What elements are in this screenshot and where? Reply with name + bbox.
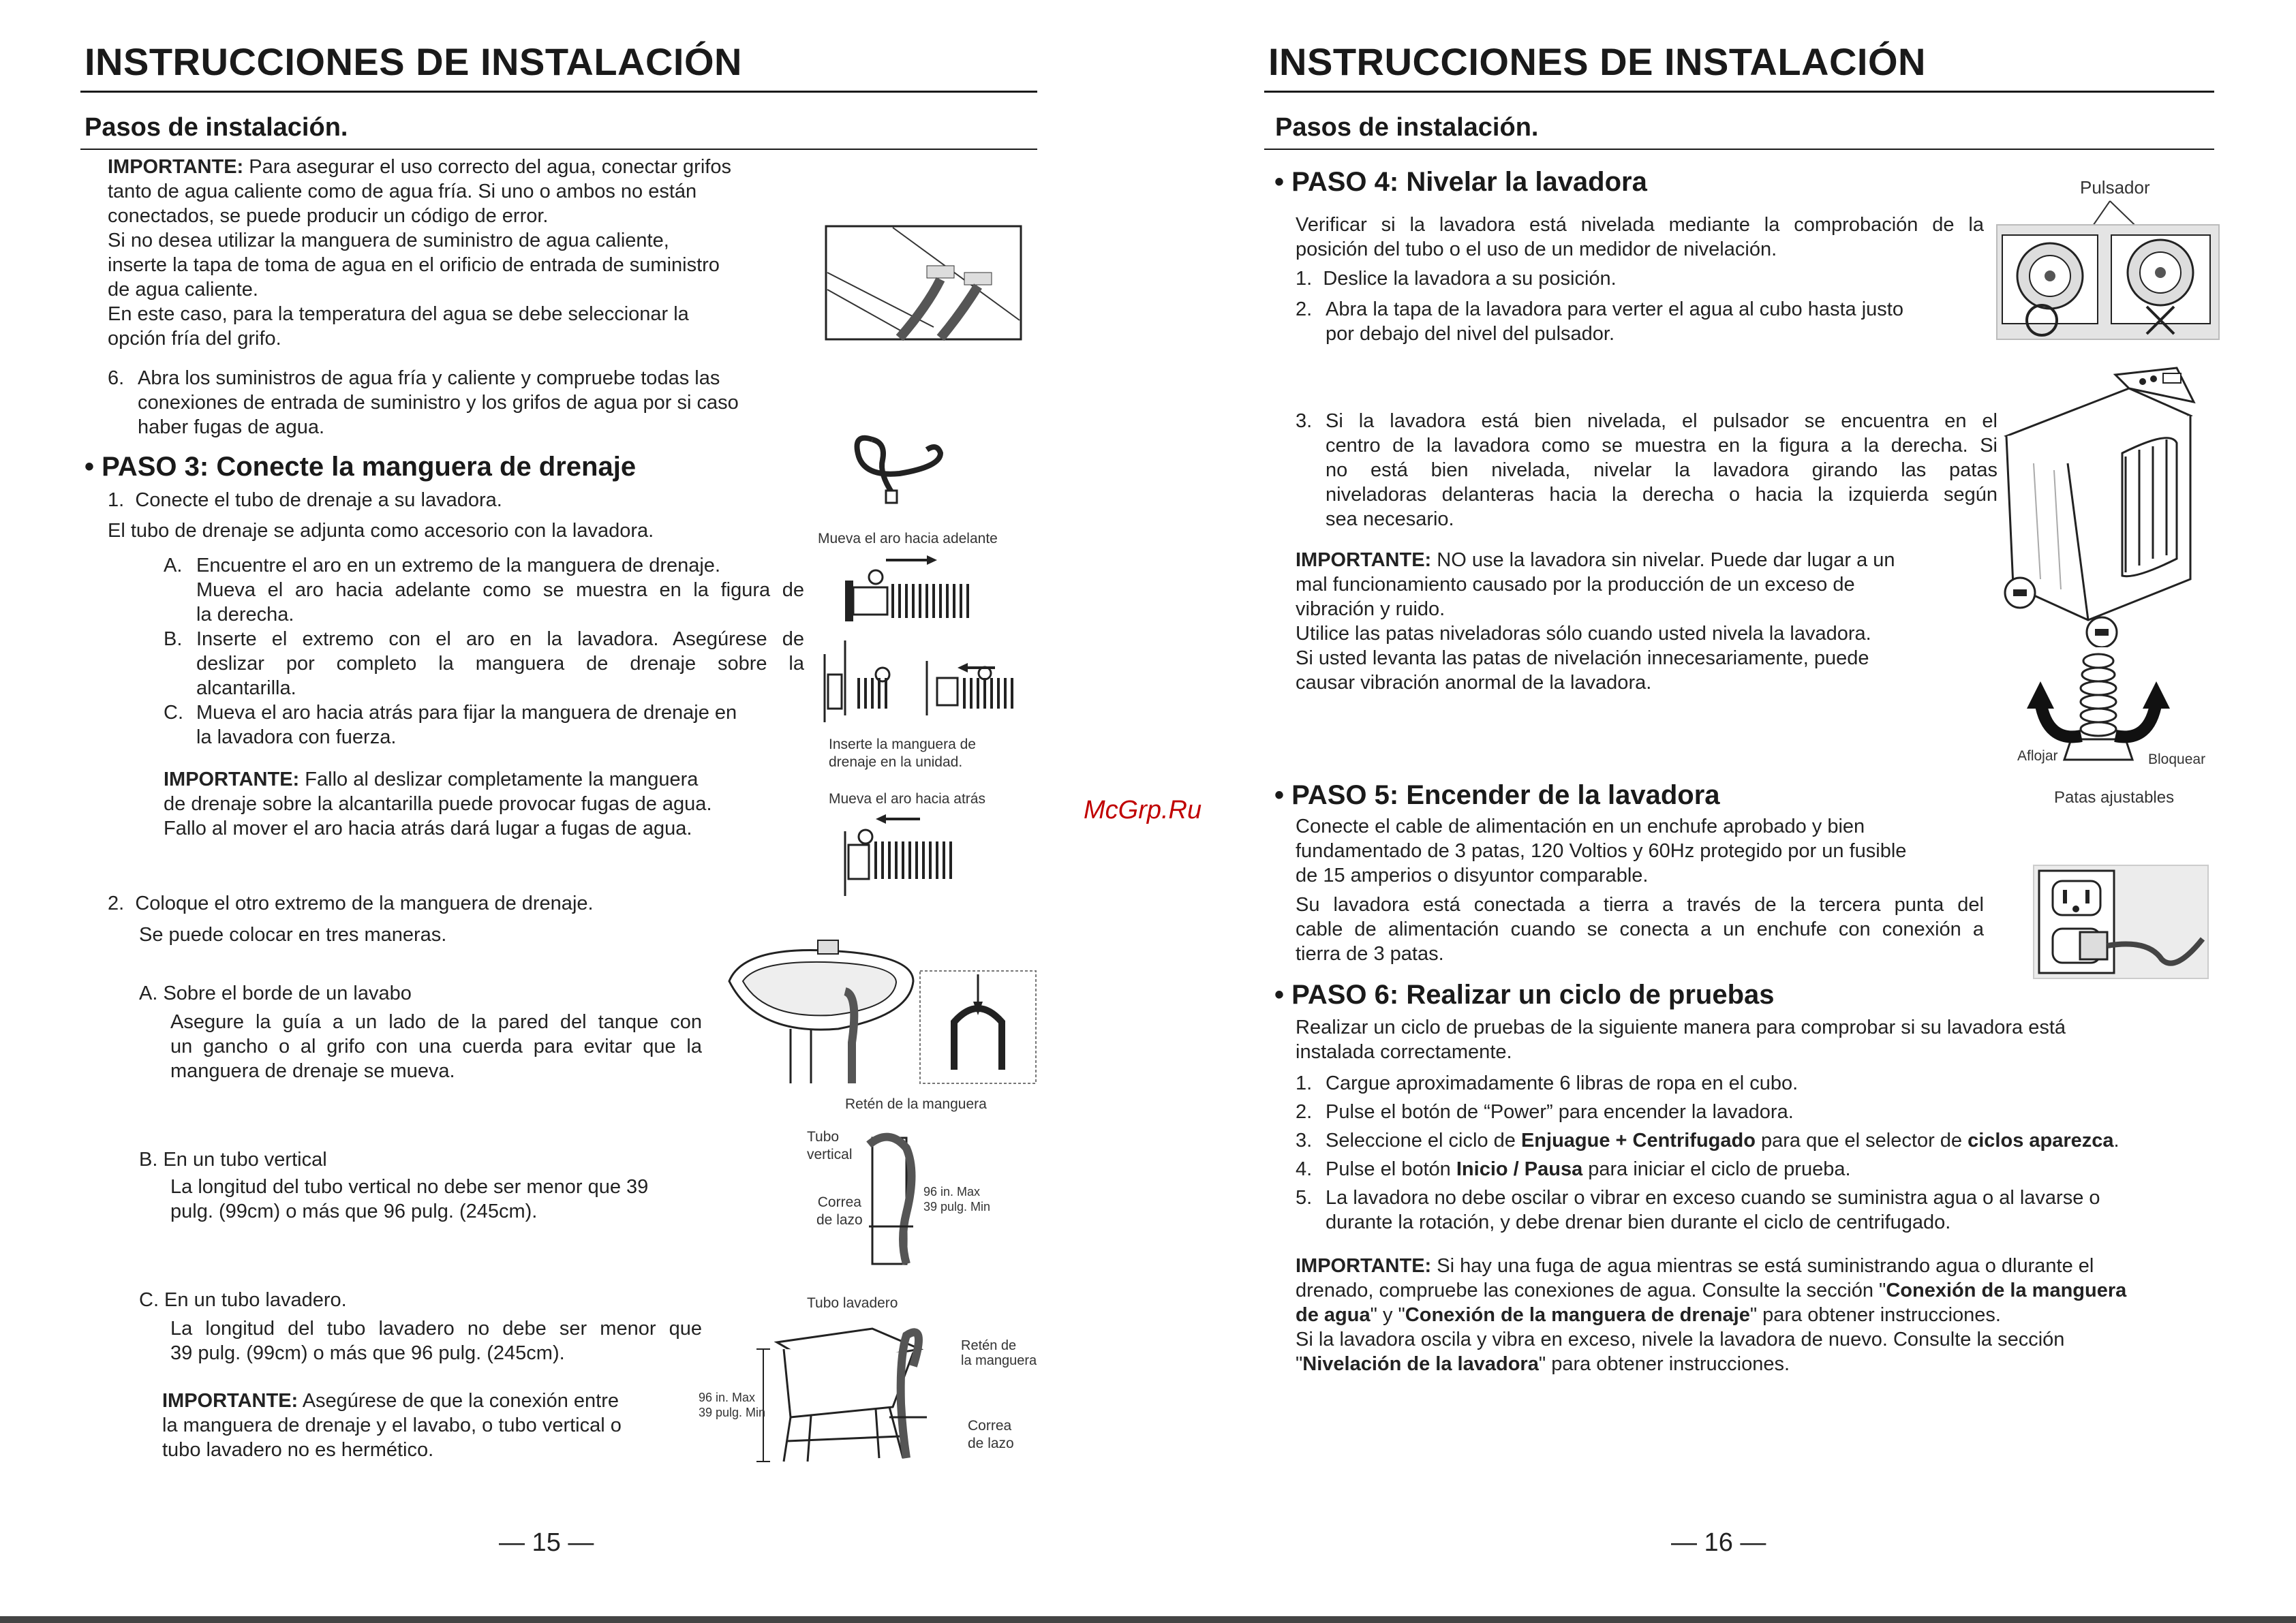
step-6: 6. Abra los suministros de agua fría y caliente y compruebe todas las conexiones de entrada de suministro y los grifos de agua por si caso haber fugas de agua.: [108, 367, 739, 438]
paso-6-intro: Realizar un ciclo de pruebas de la siguiente manera para comprobar si su lavadora está instalada correctamente.: [1296, 1017, 2066, 1063]
important-note-5: IMPORTANTE: Si hay una fuga de agua mientras se está suministrando agua o dlurante el drenado, compruebe las conexiones de agua. Consulte la sección "Conexión de la manguera de agua" y "Conexión de la manguera de drenaje" para obtener instrucciones. Si la lavadora oscila y vibra en exceso, nivele la lavadora de nuevo. Consulte la sección "Nivelación de la lavadora" para obtener instrucciones.: [1296, 1255, 2127, 1375]
important-note-4: IMPORTANTE: NO use la lavadora sin nivelar. Puede dar lugar a un mal funcionamiento causado por la producción de un exceso de vibración y ruido. Utilice las patas niveladoras sólo cuando usted nivela la lavadora. Si usted levanta las patas de nivelación innecesariamente, puede causar vibración anormal de la lavadora.: [1296, 549, 1895, 694]
caption-max-min-2: 96 in. Max 39 pulg. Min: [699, 1391, 766, 1419]
section-rule: [1264, 149, 2214, 150]
page-title: INSTRUCCIONES DE INSTALACIÓN: [85, 40, 742, 83]
inlet-connection-figure: [825, 225, 1022, 341]
section-rule: [80, 149, 1037, 150]
title-rule: [1264, 91, 2214, 93]
paso-3-step-C: C. Mueva el aro hacia atrás para fijar la manguera de drenaje en la lavadora con fuerza.: [164, 702, 737, 748]
paso-4-heading: • PASO 4: Nivelar la lavadora: [1274, 167, 1647, 197]
insert-hose-figure: [818, 640, 1036, 729]
caption-max-min: 96 in. Max 39 pulg. Min: [923, 1185, 991, 1214]
step-2: 2. Coloque el otro extremo de la manguera de drenaje.: [108, 893, 594, 914]
paso-4-step-2: 2. Abra la tapa de la lavadora para verter el agua al cubo hasta justo por debajo del nivel del pulsador.: [1296, 298, 1903, 345]
option-C-title: C. En un tubo lavadero.: [139, 1289, 347, 1311]
caption-tubo-lavadero: Tubo lavadero: [807, 1295, 898, 1311]
caption-back: Mueva el aro hacia atrás: [829, 791, 985, 807]
important-note-2: IMPORTANTE: Fallo al deslizar completamente la manguera de drenaje sobre la alcantarilla puede provocar fugas de agua. Fallo al mover el aro hacia atrás dará lugar a fugas de agua.: [164, 769, 712, 839]
paso-3-note: El tubo de drenaje se adjunta como accesorio con la lavadora.: [108, 520, 654, 542]
option-B-title: B. En un tubo vertical: [139, 1149, 327, 1171]
caption-reten: Retén de la manguera: [845, 1096, 987, 1112]
caption-patas: Patas ajustables: [2054, 788, 2175, 807]
section-heading: Pasos de instalación.: [85, 113, 348, 142]
caption-tubo-vertical: Tubo vertical: [807, 1129, 853, 1162]
paso-6-step-3: 3. Seleccione el ciclo de Enjuague + Centrifugado para que el selector de ciclos aparezca.: [1296, 1130, 2119, 1151]
caption-correa: Correa de lazo: [816, 1194, 863, 1228]
title-rule: [80, 91, 1037, 93]
washer-figure: [1993, 361, 2197, 647]
page-number-15: — 15 —: [499, 1528, 594, 1557]
bullet-icon: •: [85, 452, 95, 482]
caption-correa-2: Correa de lazo: [968, 1418, 1014, 1451]
paso-3-step-A: A. Encuentre el aro en un extremo de la manguera de drenaje. Mueva el aro hacia adelante como se muestra en la figura de la derecha.: [164, 555, 804, 625]
caption-insert: Inserte la manguera de drenaje en la unidad.: [829, 737, 976, 770]
option-A-text: Asegure la guía a un lado de la pared del tanque con un gancho o al grifo con una cuerda para evitar que la manguera de drenaje se mueva.: [170, 1011, 702, 1082]
laundry-tub-figure: [743, 1315, 961, 1472]
option-B-text: La longitud del tubo vertical no debe ser menor que 39 pulg. (99cm) o más que 96 pulg. (245cm).: [170, 1176, 649, 1222]
sink-figure: [716, 933, 1043, 1090]
caption-reten-2: Retén de la manguera: [961, 1338, 1037, 1368]
caption-aflojar: Aflojar: [2017, 748, 2058, 764]
paso-3-heading: • PASO 3: Conecte la manguera de drenaje: [85, 452, 637, 482]
caption-forward: Mueva el aro hacia adelante: [818, 531, 998, 546]
drain-hose-figure: [845, 426, 968, 508]
paso-6-step-2: 2. Pulse el botón de “Power” para encender la lavadora.: [1296, 1101, 1794, 1123]
paso-4-intro: Verificar si la lavadora está nivelada mediante la comprobación de la posición del tubo o el uso de un medidor de nivelación.: [1296, 214, 1984, 260]
paso-5-p2: Su lavadora está conectada a tierra a través de la tercera punta del cable de alimentación cuando se conecta a un enchufe con conexión a tierra de 3 patas.: [1296, 894, 1984, 965]
paso-6-step-5: 5. La lavadora no debe oscilar o vibrar en exceso cuando se suministra agua o al lavarse o durante la rotación, y debe drenar bien durante el ciclo de centrifugado.: [1296, 1187, 2100, 1233]
standpipe-figure: [866, 1131, 920, 1267]
ring-forward-figure: [838, 553, 995, 628]
caption-bloquear: Bloquear: [2148, 752, 2206, 767]
page-title: INSTRUCCIONES DE INSTALACIÓN: [1268, 40, 1926, 83]
bottom-border: [0, 1616, 2296, 1623]
paso-6-heading: • PASO 6: Realizar un ciclo de pruebas: [1274, 980, 1775, 1010]
bullet-icon: •: [1274, 980, 1285, 1010]
bullet-icon: •: [1274, 780, 1285, 810]
page-number-16: — 16 —: [1671, 1528, 1766, 1557]
paso-5-p1: Conecte el cable de alimentación en un enchufe aprobado y bien fundamentado de 3 patas, 120 Voltios y 60Hz protegido por un fusible de 15 amperios o disyuntor comparable.: [1296, 816, 1907, 886]
paso-4-step-3: 3. Si la lavadora está bien nivelada, el pulsador se encuentra en el centro de la lavadora como se muestra en la figura a la derecha. Si no está bien nivelada, nivelar la lavadora girando las patas niveladoras delanteras hacia la derecha o hacia la izquierda según sea necesario.: [1296, 410, 1997, 530]
bullet-icon: •: [1274, 167, 1285, 197]
paso-4-step-1: 1. Deslice la lavadora a su posición.: [1296, 268, 1617, 290]
paso-6-step-1: 1. Cargue aproximadamente 6 libras de ropa en el cubo.: [1296, 1072, 1798, 1094]
outlet-figure: [2032, 864, 2209, 980]
pulsator-level-figure: [1995, 198, 2220, 341]
step-2-sub: Se puede colocar en tres maneras.: [139, 924, 447, 946]
option-C-text: La longitud del tubo lavadero no debe ser menor que 39 pulg. (99cm) o más que 96 pulg. (245cm).: [170, 1318, 702, 1364]
option-A-title: A. Sobre el borde de un lavabo: [139, 983, 412, 1004]
paso-6-step-4: 4. Pulse el botón Inicio / Pausa para iniciar el ciclo de prueba.: [1296, 1158, 1851, 1180]
important-note-3: IMPORTANTE: Asegúrese de que la conexión entre la manguera de drenaje y el lavabo, o tubo vertical o tubo lavadero no es hermético.: [162, 1390, 622, 1461]
paso-3-step-1: 1. Conecte el tubo de drenaje a su lavadora.: [108, 489, 502, 511]
page-16: [1148, 0, 2296, 1623]
watermark-text: McGrp.Ru: [1084, 796, 1202, 824]
paso-6-steps: [1296, 1071, 2216, 1235]
caption-pulsador: Pulsador: [2080, 177, 2150, 198]
paso-3-step-B: B. Inserte el extremo con el aro en la lavadora. Asegúrese de deslizar por completo la manguera de drenaje sobre la alcantarilla.: [164, 628, 804, 699]
ring-back-figure: [838, 811, 995, 899]
important-note-1: IMPORTANTE: Para asegurar el uso correcto del agua, conectar grifos tanto de agua caliente como de agua fría. Si uno o ambos no están conectados, se puede producir un código de error. Si no desea utilizar la manguera de suministro de agua caliente, inserte la tapa de toma de agua en el orificio de entrada de suministro de agua caliente. En este caso, para la temperatura del agua se debe seleccionar la opción fría del grifo.: [108, 156, 731, 350]
paso-5-heading: • PASO 5: Encender de la lavadora: [1274, 780, 1720, 810]
section-heading: Pasos de instalación.: [1275, 113, 1539, 142]
